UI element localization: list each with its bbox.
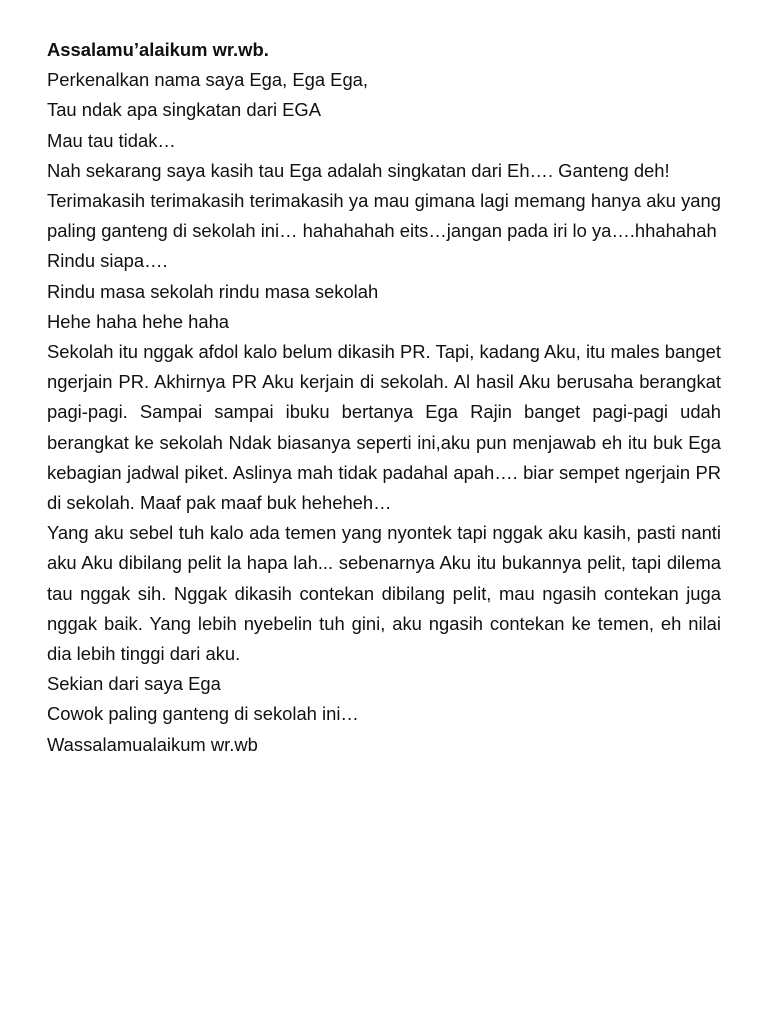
document-body	[47, 35, 721, 760]
paragraph-thanks: Terimakasih terimakasih terimakasih ya mau gimana lagi memang hanya aku yang paling ganteng di sekolah ini… hahahahah eits…jangan pada iri lo ya….hhahahah	[47, 190, 721, 242]
paragraph-tease: Mau tau tidak…	[47, 129, 176, 151]
paragraph-question: Tau ndak apa singkatan dari EGA	[47, 99, 321, 121]
paragraph-introduction: Perkenalkan nama saya Ega, Ega Ega,	[47, 69, 369, 91]
paragraph-cheating-story: Yang aku sebel tuh kalo ada temen yang nyontek tapi nggak aku kasih, pasti nanti aku Aku dibilang pelit la hapa lah... sebenarnya Aku itu bukannya pelit, tapi dilema tau nggak sih. Nggak dikasih contekan dibilang pelit, mau ngasih contekan juga nggak baik. Yang lebih nyebelin tuh gini, aku ngasih contekan ke temen, eh nilai dia lebih tinggi dari aku.	[47, 522, 721, 665]
paragraph-laugh: Hehe haha hehe haha	[47, 310, 230, 332]
greeting-heading: Assalamu’alaikum wr.wb.	[47, 39, 269, 60]
paragraph-homework-story: Sekolah itu nggak afdol kalo belum dikasih PR. Tapi, kadang Aku, itu males banget ngerjain PR. Akhirnya PR Aku kerjain di sekolah. Al hasil Aku berusaha berangkat pagi-pagi. Sampai sampai ibuku bertanya Ega Rajin banget pagi-pagi udah berangkat ke sekolah Ndak biasanya seperti ini,aku pun menjawab eh itu buk Ega kebagian jadwal piket. Aslinya mah tidak padahal apah…. biar sempet ngerjain PR di sekolah. Maaf pak maaf buk heheheh…	[47, 341, 721, 514]
paragraph-rindu-sekolah: Rindu masa sekolah rindu masa sekolah	[47, 280, 379, 302]
paragraph-farewell: Wassalamualaikum wr.wb	[47, 733, 258, 755]
paragraph-tagline: Cowok paling ganteng di sekolah ini…	[47, 703, 359, 725]
paragraph-closing: Sekian dari saya Ega	[47, 673, 221, 695]
paragraph-acronym: Nah sekarang saya kasih tau Ega adalah singkatan dari Eh…. Ganteng deh!	[47, 159, 670, 181]
paragraph-rindu-siapa: Rindu siapa….	[47, 250, 168, 272]
